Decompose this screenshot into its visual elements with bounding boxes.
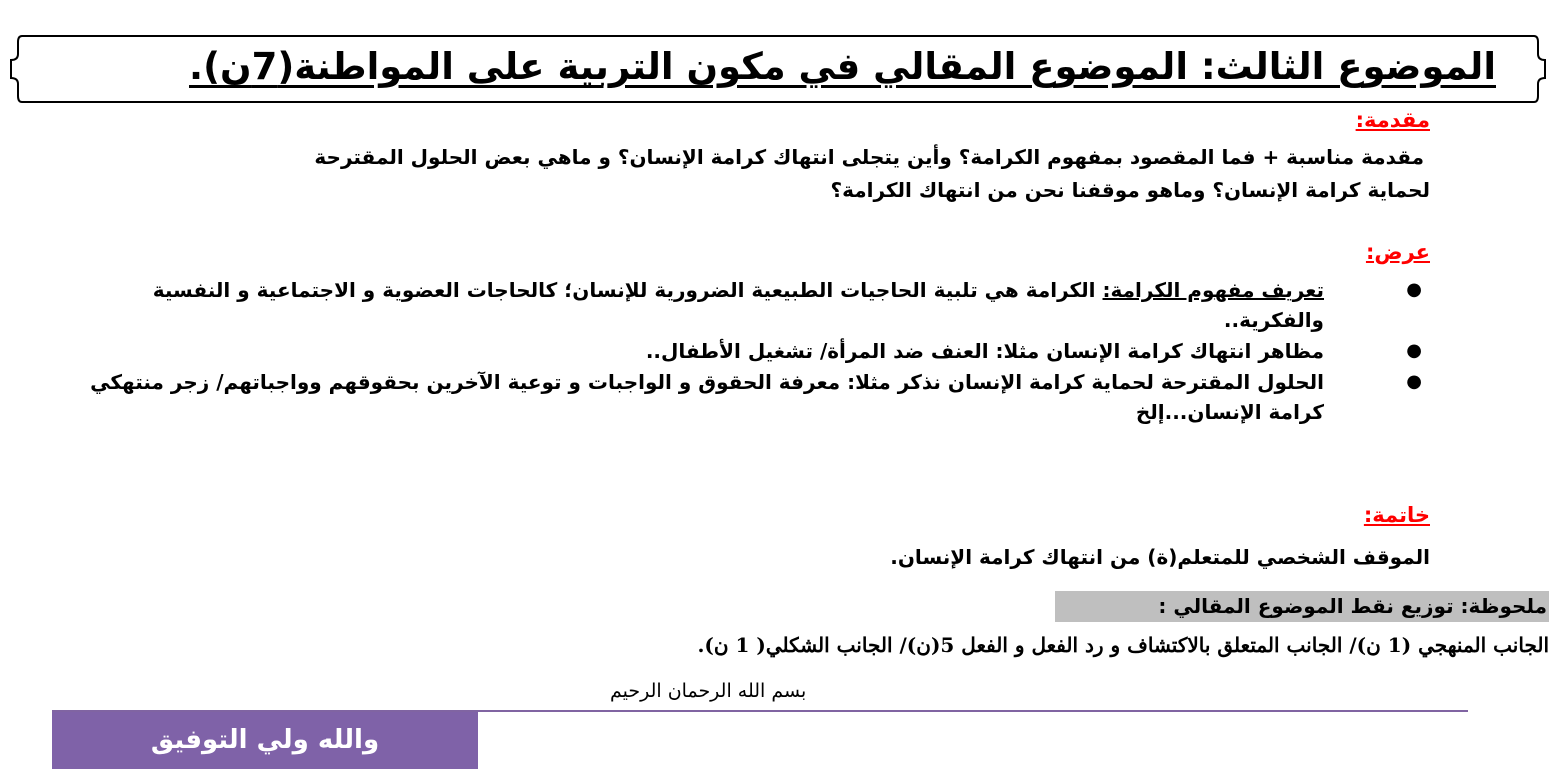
point-text: الكرامة هي تلبية الحاجيات الطبيعية الضرورية للإنسان؛ كالحاجات العضوية و الاجتماعية و النفسية والفكرية..: [152, 278, 1324, 332]
title-frame: [8, 34, 1548, 104]
body-points-list: [80, 275, 1430, 428]
list-item: [80, 367, 1430, 427]
conclusion-text: الموقف الشخصي للمتعلم(ة) من انتهاك كرامة الإنسان.: [890, 545, 1430, 569]
bullet-icon: ●: [1406, 340, 1422, 361]
body-heading: عرض:: [1365, 240, 1430, 264]
bullet-icon: ●: [1406, 279, 1422, 300]
list-item: [80, 275, 1430, 335]
point-text: مظاهر انتهاك كرامة الإنسان مثلا: العنف ضد المرأة/ تشغيل الأطفال..: [645, 339, 1324, 363]
page-title: الموضوع الثالث: الموضوع المقالي في مكون التربية على المواطنة(7ن).: [189, 45, 1496, 88]
conclusion-heading: خاتمة:: [1363, 503, 1430, 527]
intro-heading: مقدمة:: [1355, 108, 1430, 132]
bullet-icon: ●: [1406, 371, 1422, 392]
list-item: [80, 336, 1430, 366]
point-term: تعريف مفهوم الكرامة:: [1102, 278, 1324, 302]
point-text: الحلول المقترحة لحماية كرامة الإنسان نذكر مثلا: معرفة الحقوق و الواجبات و توعية الآخرين بحقوقهم وواجباتهم/ زجر منتهكي كرامة الإنسان...إلخ: [90, 370, 1324, 424]
closing-text: والله ولي التوفيق: [150, 725, 380, 755]
note-text: ملحوظة: توزيع نقط الموضوع المقالي :: [1158, 594, 1547, 618]
intro-line-1: مقدمة مناسبة + فما المقصود بمفهوم الكرامة؟ وأين يتجلى انتهاك كرامة الإنسان؟ و ماهي بعض الحلول المقترحة: [314, 145, 1424, 169]
grading-text: الجانب المنهجي (1 ن)/ الجانب المتعلق بالاكتشاف و رد الفعل و الفعل 5(ن)/ الجانب الشكلي( 1 ن).: [697, 633, 1549, 657]
intro-line-2: لحماية كرامة الإنسان؟ وماهو موقفنا نحن من انتهاك الكرامة؟: [830, 178, 1430, 202]
basmala-text: بسم الله الرحمان الرحيم: [610, 680, 807, 702]
